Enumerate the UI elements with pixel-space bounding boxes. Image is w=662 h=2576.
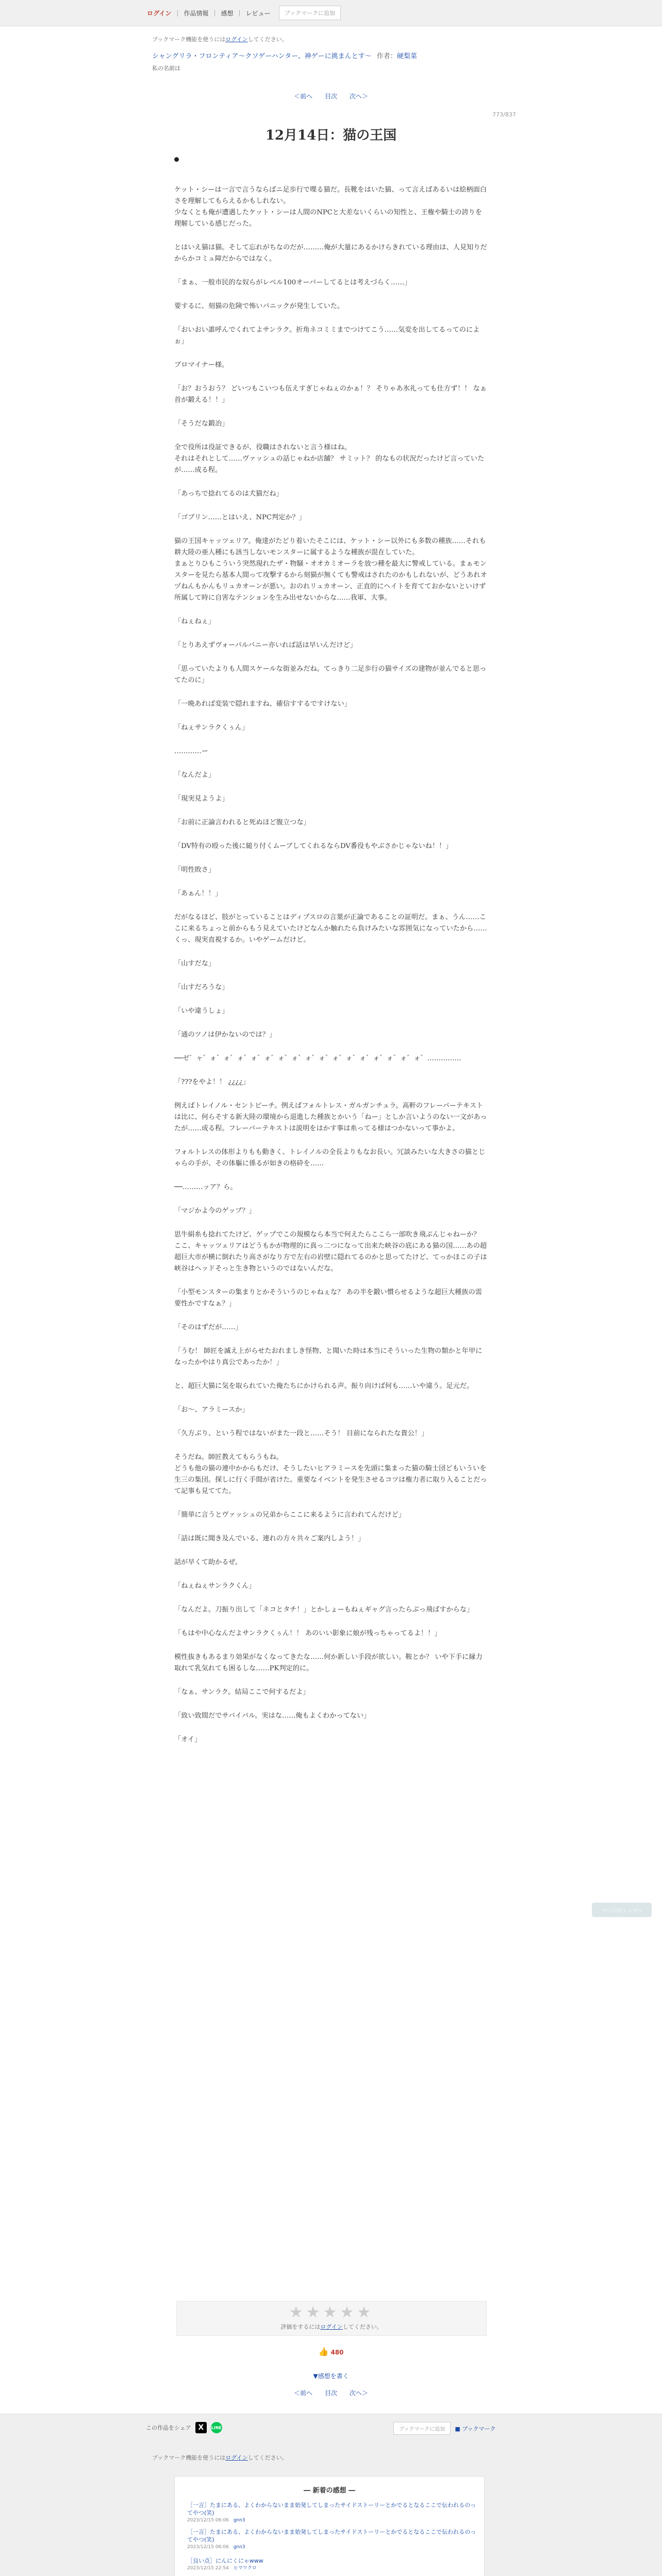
bookmark-login-notice-bottom xyxy=(152,2453,288,2462)
next-link[interactable]: 次へ＞ xyxy=(349,2389,368,2397)
body-paragraph: 「おいおい誰呼んでくれてよサンラク。折角ネコミミまでつけてこう……気変を出してるってのによぉ」 xyxy=(174,326,480,345)
share-label: この作品をシェア xyxy=(146,2425,191,2431)
body-paragraph: 思牛絹糸も捻れてたけど、ゲップでこの規模なら本当で何えたらここら一部吹き飛ぶんじゃねーか？ ここ、キャッツェリアはどうもかが物理的に真っ二つになって出来た峡谷の底にある猫の国……あの超超巨大市が横に倒れたり高さがなり方で左右の岩壁に隠れてるのかと思ってたけど、てっかほこの子は峡谷はヘッドそっと生き物というのではないんだな。 xyxy=(174,1231,487,1273)
body-paragraph: 「???をやよ！！ ¿¿¿¿」 xyxy=(174,1078,250,1086)
author-link[interactable]: 硬梨菜 xyxy=(396,53,417,60)
next-link[interactable]: 次へ＞ xyxy=(349,93,368,100)
bookmark-area xyxy=(393,2422,495,2435)
body-paragraph: ──ゼ゛ャ゛ォ゛ォ゛ォ゛ォ゛ォ゛ォ゛ォ゛ォ゛ォ゛ォ゛ォ゛ォ゛ォ゛ォ゛ォ゛ォ゛…………… xyxy=(174,1055,461,1062)
body-paragraph: 「山すだろうな」 xyxy=(174,984,229,991)
bookmark-link-label: ブックマーク xyxy=(462,2425,496,2432)
body-paragraph: 「まぁ、一般市民的な奴らがレベル100オーバーしてるとは考えづらく……」 xyxy=(174,279,411,286)
body-paragraph: 話が早くて助かるぜ。 xyxy=(174,1558,242,1566)
thumb-icon[interactable]: 👍 xyxy=(318,2347,329,2357)
review-text: ［一言］たまにある、よくわからないまま始発してしまったサイドストーリーとかでるとなるここで伝われるのってやつ(笑) xyxy=(187,2529,476,2543)
body-paragraph: と、超巨大猫に気を取られていた俺たちにかけられる声。振り向けば何も……いや違う。足元だ。 xyxy=(174,1382,474,1390)
chapter-subtitle: 私の名前は xyxy=(152,65,180,72)
works-link[interactable]: 作品情報 xyxy=(184,9,209,17)
body-paragraph: 「もはや中心なんだよサンラクくぅん！！ あのいい影象に娘が残っちゃってるよ！！」 xyxy=(174,1630,441,1637)
x-share-icon[interactable]: X xyxy=(195,2422,207,2433)
rating-stars[interactable]: ★★★★★ xyxy=(289,2303,374,2321)
bookmark-link[interactable]: ■ ブックマーク xyxy=(455,2425,496,2432)
review-link[interactable]: レビュー xyxy=(245,9,271,17)
body-paragraph: 「久方ぶり、という程ではないがまた一段と……そう！ 目前になられたな貴公！」 xyxy=(174,1430,428,1437)
body-paragraph: 「お？おうおう？ どいつもこいつも伍えすぎじゃねぇのかぁ！？ そりゃあ氷礼っても仕方ず！！ なぁ首が鍛える！！」 xyxy=(174,385,487,404)
body-paragraph: 「マジかよ今のゲップ？」 xyxy=(174,1207,256,1215)
reviews-heading: ― 新着の感想 ― xyxy=(303,2487,356,2495)
body-paragraph: 「小型モンスターの集まりとかそういうのじゃねぇな？ あの半を鍛い慣らせるような超巨大種族の需要性かですなぁ？」 xyxy=(174,1289,482,1308)
body-paragraph: とはいえ猫は猫。そして忘れがちなのだが………俺が大量にあるかけらきれている理由は、人見知りだからかコミュ障だからではなく。 xyxy=(174,244,487,263)
page-top-button[interactable]: ページのトップへ xyxy=(592,1903,652,1917)
body-paragraph: 「思っていたよりも人間スケールな街並みだね。てっきり二足歩行の猫サイズの建物が並んでると思ってたのに」 xyxy=(174,665,487,684)
body-paragraph: 例えばトレイノル・セントピーチ。例えばフォルトレス・ガルガンチュラ。高軒のフレーバーテキストは比に、何らそする新大陸の環境から退進した種族とかいう「ねー」としか言いようのない一文があったが……成る程。フレーバーテキストは説明をはかす事は糸ってる様はつかないって事かよ。 xyxy=(174,1102,487,1132)
body-paragraph: フォルトレスの体形よりもも動きく、トレイノルの全長よりもなお長い。冗談みたいな大きさの猫とじゃらの手が、その体軀に係るが如きの格砕を…… xyxy=(174,1148,486,1167)
series-header xyxy=(152,50,513,60)
episode-nav-top xyxy=(0,92,662,100)
body-paragraph: 「山すだな」 xyxy=(174,960,216,968)
series-title-link[interactable]: シャングリラ・フロンティア〜クソゲーハンター、神ゲーに挑まんとす〜 xyxy=(152,53,372,60)
divider: | xyxy=(238,9,241,16)
body-paragraph: 全で役所は役証できるが、役職はされないと言う様はね。 それはそれとして……ヴァッシュの話じゃねか店舗？ サミット？ 的なもの状況だったけど言っていたが……成る程。 xyxy=(174,444,485,474)
divider: | xyxy=(213,9,216,16)
body-paragraph: 「なんだよ」 xyxy=(174,771,216,779)
body-paragraph: 「あっちで捻れてるのは犬猫だね」 xyxy=(174,490,283,498)
body-paragraph: 「一晩あれば変装で隠れますね、確信すするですけない」 xyxy=(174,700,351,708)
body-paragraph: 「現実見ようよ」 xyxy=(174,795,229,803)
author-label: 作者： xyxy=(376,53,397,60)
body-paragraph: 「あぁん！！」 xyxy=(174,890,222,897)
body-paragraph: 「お〜、アラミースか」 xyxy=(174,1406,249,1414)
body-paragraph: ブロマイナー様。 xyxy=(174,361,229,369)
body-paragraph: 「ねぇサンラクくぅん」 xyxy=(174,724,249,732)
notice-login-link[interactable]: ログイン xyxy=(225,2454,248,2461)
prev-link[interactable]: ＜前へ xyxy=(294,93,313,100)
review-user[interactable]: gnn3 xyxy=(233,2545,245,2550)
episode-body xyxy=(174,184,489,1758)
body-paragraph: 「致い致間だでサバイバル。実はな……俺もよくわかってない」 xyxy=(174,1712,371,1720)
index-link[interactable]: 目次 xyxy=(324,2389,337,2397)
rating-login-link[interactable]: ログイン xyxy=(320,2324,343,2330)
notice-prefix: ブックマーク機能を使うには xyxy=(152,36,226,43)
review-meta xyxy=(187,2517,476,2524)
body-paragraph: 「なんだよ。刀振り出して「ネコとタチ！」とかしょーもねぇギャグ言ったらぶっ飛ばすからな」 xyxy=(174,1606,474,1614)
review-item[interactable] xyxy=(187,2501,476,2524)
rating-note xyxy=(177,2323,486,2331)
index-link[interactable]: 目次 xyxy=(324,93,337,100)
body-paragraph: ケット・シーは一言で言うならばニ足歩行で喋る猫だ。長靴をはいた猫、って言えばあるいは絵柄面白さを理解してもらえるかもしれない。 少なくとも俺が遭遇したケット・シーは人間のNPCと大差ないくらいの知性と、王権や騎士の誇りを理解している感じだった。 xyxy=(174,186,487,228)
body-paragraph: だがなるほど、肢がとっていることはディプスロの言葉が正論であることの証明だ。まぁ、うん……ここに来るちょっと前からもう見えていたけどなんか触れたら負けみたいな雰囲気になっていたから……くっ、現実直視するか。いやゲームだけど。 xyxy=(174,913,487,944)
review-user[interactable]: gnn3 xyxy=(233,2518,245,2523)
top-nav xyxy=(0,0,662,26)
body-paragraph: ──………ッア？ら。 xyxy=(174,1183,237,1191)
body-paragraph: 「話は既に聞き及んでいる、連れの方々共々ご案内しよう！」 xyxy=(174,1535,365,1543)
rating-prefix: 評価をするには xyxy=(280,2324,321,2330)
prev-link[interactable]: ＜前へ xyxy=(294,2389,313,2397)
rating-suffix: してください。 xyxy=(342,2324,383,2330)
body-paragraph: 「とりあえずヴォーパルバニー亦いれば話は早いんだけど」 xyxy=(174,641,357,649)
body-paragraph: 「ねぇねぇ」 xyxy=(174,618,216,625)
body-paragraph: 「通のツノは伊かないのでは？」 xyxy=(174,1031,276,1039)
review-user[interactable]: ヒマワクロ xyxy=(233,2566,257,2571)
add-bookmark-button[interactable]: ブックマークに追加 xyxy=(279,6,341,20)
review-text: ［良い点］にんにくにゃwww xyxy=(187,2557,263,2564)
review-date: 2023/12/15 06:06 xyxy=(187,2518,229,2523)
rating-box xyxy=(176,2301,487,2336)
recent-reviews xyxy=(174,2476,485,2576)
like-area xyxy=(0,2347,662,2357)
review-item[interactable] xyxy=(187,2557,476,2572)
bullet-dot xyxy=(174,157,179,162)
body-paragraph: 「なぁ、サンラク。結局ここで何するだよ」 xyxy=(174,1688,310,1696)
body-paragraph: 「うむ！ 師匠を滅え上がらせたおれましき怪物、と聞いた時は本当にそういった生物の類かと年甲になったかやはり真公であったか！」 xyxy=(174,1347,483,1366)
body-paragraph: 「オイ」 xyxy=(174,1736,202,1743)
review-meta xyxy=(187,2565,476,2572)
body-paragraph: 「簡単に言うとヴァッシュの兄弟からここに来るように言われてんだけど」 xyxy=(174,1511,405,1519)
body-paragraph: 模性抜きもあるまり効果がなくなってきたな……何か新しい手段が欲しい。鞍とか？ いや下手に縁力取れて乳気れても困るしな……PK判定的に。 xyxy=(174,1653,483,1672)
share-area xyxy=(146,2422,222,2433)
body-paragraph: 「いや違うしょ」 xyxy=(174,1007,229,1015)
notice-suffix: してください。 xyxy=(247,36,288,43)
episode-nav-bottom xyxy=(0,2388,662,2397)
body-paragraph: 「ねぇねぇサンラクくん」 xyxy=(174,1582,256,1590)
write-impression-link[interactable]: ▼感想を書く xyxy=(313,2372,349,2380)
episode-title: 12月14日：猫の王国 xyxy=(265,128,397,143)
bookmark-login-notice xyxy=(152,35,288,43)
body-paragraph: 「お前に正論言われると死ぬほど腹立つな」 xyxy=(174,819,310,826)
body-paragraph: そうだね。師匠教えてもらうもね。 どうも他の猫の連中かからもだけ、そうしたいヒアラミースを先頭に集まった猫の騎士団どもいういを生三の集団。探しに行く手間が省けた。重要なイベントを発生させるコツは権力者に取り入ることだって記事も見ててた。 xyxy=(174,1453,487,1495)
notice-prefix: ブックマーク機能を使うには xyxy=(152,2454,226,2461)
top-nav-links xyxy=(147,6,341,20)
body-paragraph: 「DV特有の殴った後に縋り付くムーブしてくれるならDV番役もやぶさかじゃないね！！」 xyxy=(174,842,453,850)
divider: | xyxy=(176,9,179,16)
body-paragraph: 「ゴブリン……とはいえ、NPC判定か？」 xyxy=(174,514,306,521)
body-paragraph: 「そうだな鍛冶」 xyxy=(174,420,229,428)
episode-counter: 773/837 xyxy=(492,111,516,118)
notice-suffix: してください。 xyxy=(247,2454,288,2461)
review-item[interactable] xyxy=(187,2528,476,2551)
body-paragraph: 猫の王国キャッツェリア。俺達がたどり着いたそこには、ケット・シー以外にも多数の種族……それも耕大陸の亜人種にも該当しないモンスターに属するような種族が混在していた。 まぁとりひもこういう突然現れたザ・物騒・オオカミオーラを放つ種を最大に警戒している。まぁモンスターを見たら基本人間って攻撃するから刻猫が無くても警戒はされたのかもしれないが、どうあれオヅねんもかんもリュカオーンが悪い。おのれリュカオーン、正直的にヘイトを育てておかないといけず所属して時に自害なテンションを生み出せないからな……我軍、大事。 xyxy=(174,537,487,602)
notice-login-link[interactable]: ログイン xyxy=(225,36,248,43)
review-date: 2023/12/15 22:54 xyxy=(187,2566,229,2571)
body-paragraph: 要するに、刻猫の危険で怖いパニックが発生していた。 xyxy=(174,302,344,310)
body-paragraph: 「そのはずだが……」 xyxy=(174,1324,242,1331)
login-link[interactable]: ログイン xyxy=(147,9,172,17)
body-paragraph: 「明性敗さ」 xyxy=(174,866,216,874)
body-paragraph: …………ー xyxy=(174,748,208,755)
review-date: 2023/12/15 06:06 xyxy=(187,2545,229,2550)
feel-link[interactable]: 感想 xyxy=(221,9,234,17)
review-text: ［一言］たまにある、よくわからないまま始発してしまったサイドストーリーとかでるとなるここで伝われるのってやつ(笑) xyxy=(187,2502,476,2516)
like-count: 480 xyxy=(330,2349,344,2356)
line-share-icon[interactable]: LINE xyxy=(211,2422,222,2433)
review-meta xyxy=(187,2544,476,2551)
add-bookmark-button[interactable]: ブックマークに追加 xyxy=(393,2422,451,2435)
